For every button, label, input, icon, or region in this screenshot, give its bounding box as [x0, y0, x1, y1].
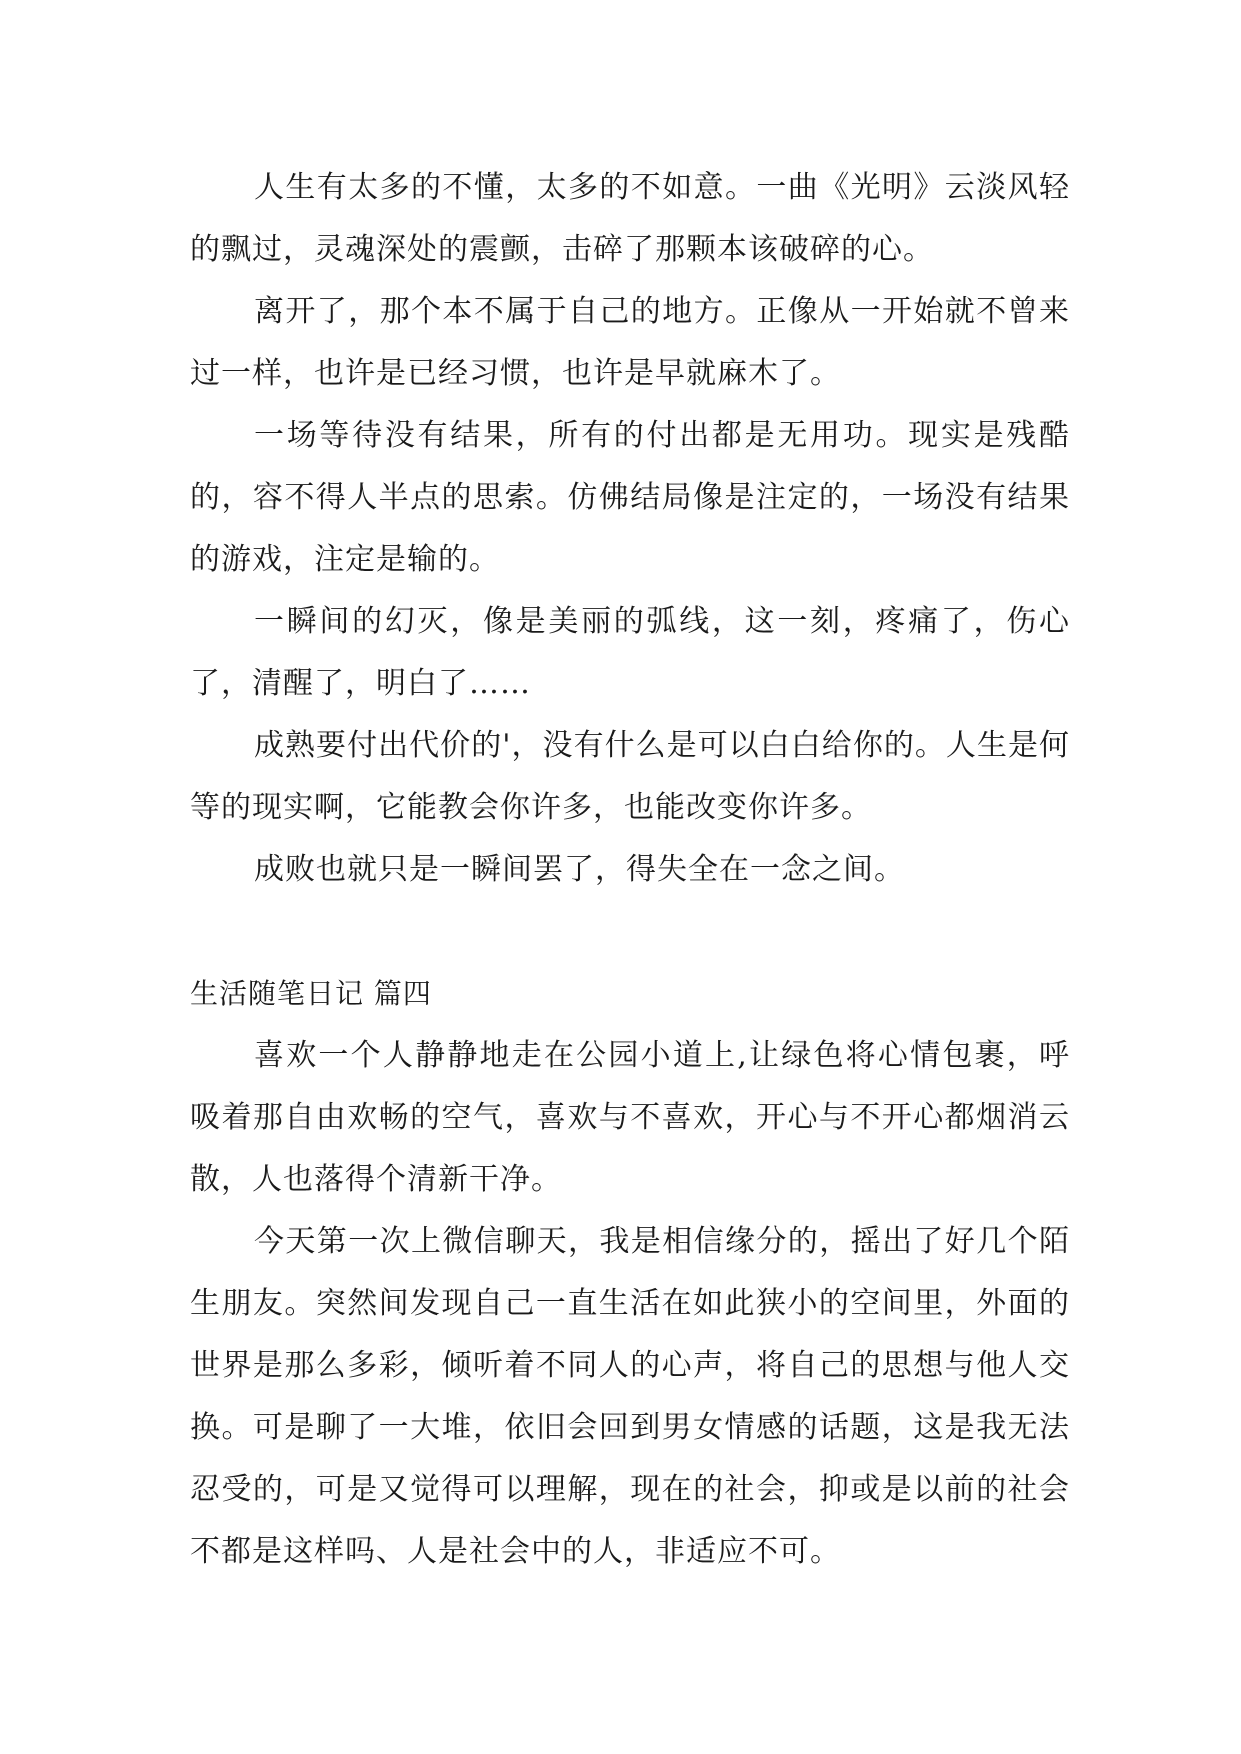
paragraph: 人生有太多的不懂，太多的不如意。一曲《光明》云淡风轻的飘过，灵魂深处的震颤，击碎了那颗本该破碎的心。 — [190, 170, 1070, 267]
paragraph: 离开了，那个本不属于自己的地方。正像从一开始就不曾来过一样，也许是已经习惯，也许是早就麻木了。 — [190, 294, 1070, 391]
paragraph: 成败也就只是一瞬间罢了，得失全在一念之间。 — [254, 852, 905, 887]
paragraph: 喜欢一个人静静地走在公园小道上,让绿色将心情包裹，呼吸着那自由欢畅的空气，喜欢与不喜欢，开心与不开心都烟消云散，人也落得个清新干净。 — [190, 1038, 1070, 1197]
paragraph: 一场等待没有结果，所有的付出都是无用功。现实是残酷的，容不得人半点的思索。仿佛结局像是注定的，一场没有结果的游戏，注定是输的。 — [190, 418, 1070, 577]
section-heading: 生活随笔日记 篇四 — [190, 977, 432, 1010]
document-body — [190, 157, 1070, 1583]
paragraph: 成熟要付出代价的'，没有什么是可以白白给你的。人生是何等的现实啊，它能教会你许多，也能改变你许多。 — [190, 728, 1070, 825]
paragraph: 一瞬间的幻灭，像是美丽的弧线，这一刻，疼痛了，伤心了，清醒了，明白了…… — [190, 604, 1070, 701]
paragraph: 今天第一次上微信聊天，我是相信缘分的，摇出了好几个陌生朋友。突然间发现自己一直生活在如此狭小的空间里，外面的世界是那么多彩，倾听着不同人的心声，将自己的思想与他人交换。可是聊了一大堆，依旧会回到男女情感的话题，这是我无法忍受的，可是又觉得可以理解，现在的社会，抑或是以前的社会不都是这样吗、人是社会中的人，非适应不可。 — [190, 1224, 1070, 1569]
